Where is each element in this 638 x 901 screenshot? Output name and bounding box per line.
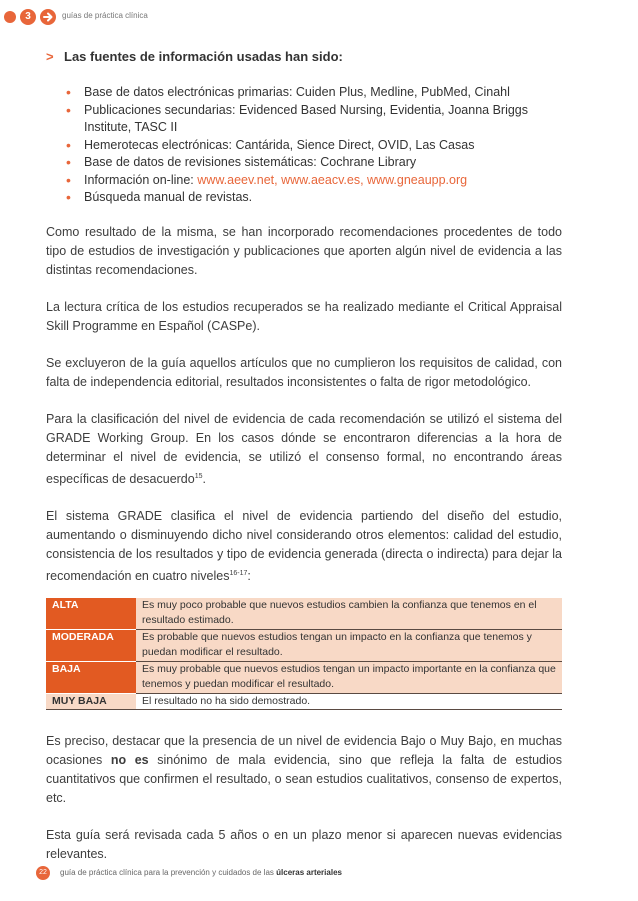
- list-item: [66, 172, 562, 190]
- paragraph-grade-system: [46, 507, 562, 586]
- sources-list: [46, 84, 562, 207]
- paragraph-grade-text: Para la clasificación del nivel de evidencia de cada recomendación se utilizó el sistema del GRADE Working Group. En los casos dónde se encontraron diferencias a la hora de determinar el nivel de evidencia, se utilizó el consenso formal, no encontrando áreas específicas de desacuerdo: [46, 411, 562, 486]
- paragraph-review: Esta guía será revisada cada 5 años o en un plazo menor si aparecen nuevas evidencias relevantes.: [46, 828, 562, 862]
- list-item: [66, 189, 562, 207]
- page-footer: [0, 864, 638, 884]
- level-label: ALTA: [46, 598, 136, 630]
- sources-heading-text: Las fuentes de información usadas han sido:: [64, 49, 343, 64]
- list-item: [66, 84, 562, 102]
- list-item-text: Publicaciones secundarias: Evidenced Based Nursing, Evidentia, Joanna Briggs Institute, TASC II: [84, 102, 529, 134]
- bullet-icon: •: [66, 136, 71, 153]
- evidence-levels-table: [46, 598, 562, 711]
- footer-text: [60, 868, 342, 877]
- footer-text-prefix: guía de práctica clínica para la prevención y cuidados de las: [60, 868, 277, 877]
- arrow-right-icon: [40, 9, 56, 25]
- paragraph-grade-system-text: El sistema GRADE clasifica el nivel de evidencia partiendo del diseño del estudio, aumentando o disminuyendo dicho nivel considerando otros elementos: calidad del estudio, consistencia de los resultados y tipo de evidencia generada (directa o indirecta) para dejar la recomendación en cuatro niveles: [46, 508, 562, 583]
- running-title: guías de práctica clínica: [62, 11, 148, 20]
- list-item-text: Base de datos electrónicas primarias: Cuiden Plus, Medline, PubMed, Cinahl: [84, 85, 510, 99]
- list-item-text: Hemerotecas electrónicas: Cantárida, Sience Direct, OVID, Las Casas: [84, 137, 475, 152]
- list-item: [66, 102, 562, 137]
- list-item-text: Base de datos de revisiones sistemáticas: Cochrane Library: [84, 155, 417, 169]
- table-row: [46, 661, 562, 693]
- paragraph-exclusion: Se excluyeron de la guía aquellos artículos que no cumplieron los requisitos de calidad, con falta de independencia editorial, resultados inconsistentes o falta de rigor metodológico.: [46, 355, 562, 389]
- level-label: BAJA: [46, 661, 136, 693]
- paragraph-grade: [46, 410, 562, 489]
- paragraph-grade-end: .: [202, 471, 206, 486]
- paragraph-results: Como resultado de la misma, se han incorporado recomendaciones procedentes de todo tipo de estudios de investigación y publicaciones que aporten algún nivel de evidencia a las distintas recomendaciones.: [46, 224, 562, 277]
- chapter-dot-icon: [4, 11, 16, 23]
- table-row: [46, 598, 562, 630]
- paragraph-low-evidence-a: Es preciso, destacar que la presencia de un nivel de evidencia Bajo o Muy Bajo, en muchas ocasiones: [46, 734, 562, 768]
- footer-text-bold: úlceras arteriales: [276, 868, 342, 877]
- sources-heading: [46, 48, 562, 66]
- emphasis-no-es: no es: [110, 753, 149, 768]
- paragraph-caspe: La lectura crítica de los estudios recuperados se ha realizado mediante el Critical Appraisal Skill Programme en Español (CASPe).: [46, 299, 562, 333]
- bullet-icon: •: [66, 189, 71, 205]
- level-description: Es muy poco probable que nuevos estudios cambien la confianza que tenemos en el resultado estimado.: [136, 598, 562, 630]
- bullet-icon: •: [66, 154, 71, 170]
- table-row: [46, 629, 562, 661]
- level-label: MUY BAJA: [46, 693, 136, 710]
- bullet-icon: •: [66, 171, 71, 188]
- level-description: El resultado no ha sido demostrado.: [136, 693, 562, 710]
- paragraph-grade-system-end: :: [247, 568, 251, 583]
- paragraph-low-evidence: [46, 732, 562, 808]
- list-item-text: Búsqueda manual de revistas.: [84, 190, 253, 204]
- page-content: [46, 48, 562, 864]
- bullet-icon: •: [66, 101, 71, 118]
- paragraph-low-evidence-b: sinónimo de mala evidencia, sino que refleja la falta de estudios cuantitativos que confirmen el resultado, o sean estudios cualitativos, consenso de expertos, etc.: [46, 753, 562, 806]
- bullet-icon: •: [66, 84, 71, 100]
- level-description: Es muy probable que nuevos estudios tengan un impacto importante en la confianza que tenemos y puedan modificar el resultado.: [136, 661, 562, 693]
- level-label: MODERADA: [46, 629, 136, 661]
- level-description: Es probable que nuevos estudios tengan un impacto en la confianza que tenemos y puedan modificar el resultado.: [136, 629, 562, 661]
- chapter-number: 3: [20, 9, 36, 25]
- online-links[interactable]: www.aeev.net, www.aeacv.es, www.gneaupp.org: [197, 172, 468, 187]
- page-number: 22: [36, 866, 50, 880]
- list-item-text: Información on-line:: [84, 172, 198, 187]
- list-item: [66, 137, 562, 155]
- heading-marker: >: [46, 49, 54, 64]
- reference-15: 15: [194, 472, 203, 480]
- page-header: [0, 0, 638, 36]
- table-row: [46, 693, 562, 710]
- list-item: [66, 154, 562, 172]
- reference-16-17: 16-17: [229, 569, 248, 577]
